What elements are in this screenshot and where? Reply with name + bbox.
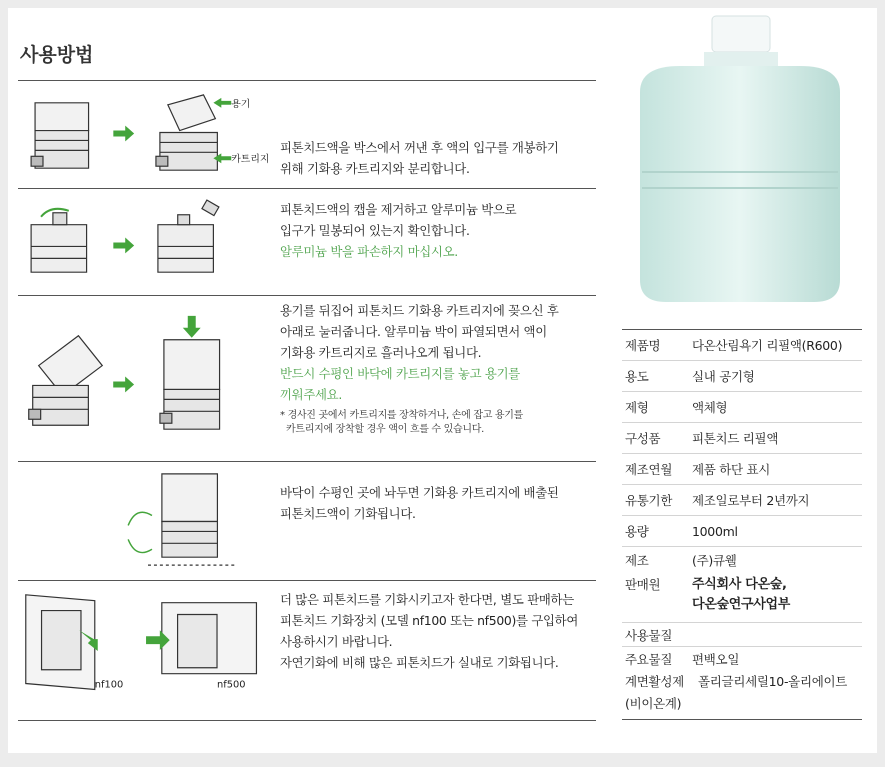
spec-row: 제품명 다온산림욕기 리필액(R600) — [622, 330, 862, 361]
press-down-icon — [183, 316, 201, 338]
spec-row: 유통기한 제조일로부터 2년까지 — [622, 485, 862, 516]
spec-row: 제형 액체형 — [622, 392, 862, 423]
step-1-line: 위해 기화용 카트리지와 분리합니다. — [280, 161, 470, 176]
spec-row: 용도 실내 공기형 — [622, 361, 862, 392]
step-3-note-line: * 경사진 곳에서 카트리지를 장착하거나, 손에 잡고 용기를 — [280, 410, 524, 421]
step-4-line: 피톤치드액이 기화됩니다. — [280, 506, 416, 521]
step-1 — [18, 80, 596, 188]
ingredients-block — [622, 647, 862, 720]
step-3 — [18, 295, 596, 461]
step-5-text — [280, 589, 594, 673]
ingredients-header: 사용물질 — [622, 623, 862, 647]
step-5 — [18, 580, 596, 721]
model-nf100-label: nf100 — [94, 679, 124, 691]
product-bottle-image — [620, 12, 860, 312]
step-2 — [18, 188, 596, 295]
spec-row: 용량 1000ml — [622, 516, 862, 547]
step-4-illustration — [18, 462, 280, 580]
step-2-illustration — [18, 189, 280, 295]
step-2-line: 피톤치드액의 캡을 제거하고 알루미늄 박으로 — [280, 202, 517, 217]
step-3-text — [280, 300, 594, 437]
step-2-line: 입구가 밀봉되어 있는지 확인합니다. — [280, 223, 470, 238]
step-1-text — [280, 137, 594, 179]
step-1-illustration — [18, 81, 280, 188]
step-3-line: 기화용 카트리지로 흘러나오게 됩니다. — [280, 345, 482, 360]
arrow-icon — [113, 238, 134, 254]
step-5-line: 피톤치드 기화장치 (모델 nf100 또는 nf500)를 구입하여 — [280, 613, 579, 628]
step-5-illustration — [18, 581, 280, 720]
step-4-line: 바닥이 수평인 곳에 놔두면 기화용 카트리지에 배출된 — [280, 485, 559, 500]
arrow-icon — [113, 126, 134, 142]
arrow-icon — [113, 377, 134, 393]
model-nf500-label: nf500 — [217, 679, 246, 691]
step-2-text — [280, 199, 594, 262]
step-3-note-line: 카트리지에 장착할 경우 액이 흐를 수 있습니다. — [286, 424, 484, 435]
step-3-warning: 반드시 수평인 바닥에 카트리지를 놓고 용기를 — [280, 366, 520, 381]
seller-division: 다온숲연구사업부 — [692, 597, 791, 612]
step-4 — [18, 461, 596, 580]
section-title: 사용방법 — [20, 44, 94, 66]
spec-row: 제조연월 제품 하단 표시 — [622, 454, 862, 485]
spec-table — [622, 329, 862, 720]
step-3-warning: 끼워주세요. — [280, 387, 342, 402]
ingredient-surfactant: 계면활성제 폴리글리세릴10-올리에이트 — [625, 674, 848, 689]
ingredient-main: 주요물질 편백오일 — [625, 652, 740, 667]
spec-row: 제조 (주)큐웰 — [625, 553, 737, 568]
spec-row: 구성품 피톤치드 리필액 — [622, 423, 862, 454]
step-3-illustration — [18, 296, 280, 461]
step-1-line: 피톤치드액을 박스에서 꺼낸 후 액의 입구를 개봉하기 — [280, 140, 559, 155]
step-5-line: 자연기화에 비해 많은 피톤치드가 실내로 기화됩니다. — [280, 655, 559, 670]
step-4-text — [280, 482, 594, 524]
step-2-warning: 알루미늄 박을 파손하지 마십시오. — [280, 244, 458, 259]
step-3-line: 용기를 뒤집어 피톤치드 기화용 카트리지에 꽂으신 후 — [280, 303, 559, 318]
step-3-line: 아래로 눌러줍니다. 알루미늄 박이 파열되면서 액이 — [280, 324, 547, 339]
tilt-arrow-icon — [128, 512, 152, 525]
step-5-line: 더 많은 피톤치드를 기화시키고자 한다면, 별도 판매하는 — [280, 592, 574, 607]
cartridge-label: 카트리지 — [231, 154, 270, 166]
surfactant-type: (비이온계) — [625, 696, 682, 711]
step-3-note — [280, 409, 594, 437]
seller-row: 판매원 주식회사 다온숲, 다온숲연구사업부 — [622, 573, 862, 623]
seller-name: 주식회사 다온숲, — [692, 577, 787, 592]
step-5-line: 사용하시기 바랍니다. — [280, 634, 393, 649]
container-label: 용기 — [231, 98, 251, 110]
